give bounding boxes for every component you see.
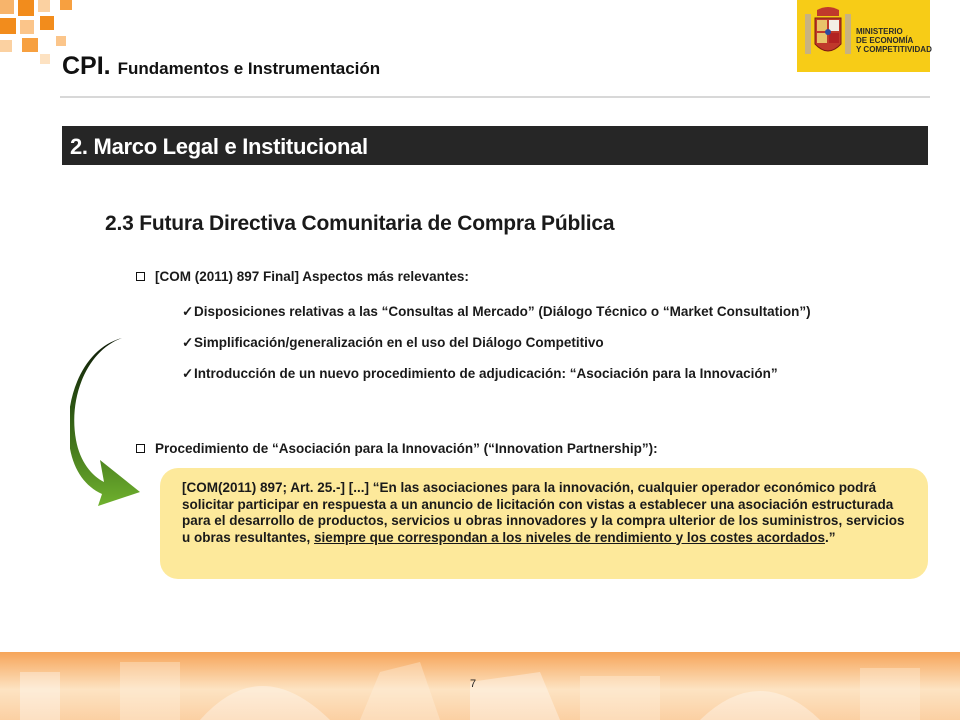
bullet-innovation-partnership: Procedimiento de “Asociación para la Innovación” (“Innovation Partnership”): [136,441,658,456]
page-title-sub: Fundamentos e Instrumentación [117,59,381,78]
page-title-main: CPI. [62,52,111,80]
section-header [62,126,928,165]
faded-coat-of-arms-icon [0,652,960,720]
square-bullet-icon [136,272,145,281]
subsection-title: 2.3 Futura Directiva Comunitaria de Compra Pública [105,212,615,235]
check-icon: ✓ [182,366,194,381]
check-icon: ✓ [182,335,194,350]
ministry-name: MINISTERIO DE ECONOMÍA Y COMPETITIVIDAD [856,27,932,54]
ministry-logo [797,0,930,72]
page-number: 7 [470,678,477,690]
title-divider [60,96,930,98]
footer-band [0,652,960,720]
section-title: 2. Marco Legal e Institucional [70,134,368,159]
square-bullet-icon [136,444,145,453]
coat-of-arms-icon [803,6,853,66]
list-item: ✓Simplificación/generalización en el uso del Diálogo Competitivo [182,335,604,350]
list-item: ✓Introducción de un nuevo procedimiento de adjudicación: “Asociación para la Innovación” [182,366,778,381]
quote-callout [160,468,928,579]
bullet-com-2011: [COM (2011) 897 Final] Aspectos más relevantes: [136,269,469,284]
curved-arrow-icon [70,336,145,508]
quote-underlined: siempre que correspondan a los niveles de rendimiento y los costes acordados [314,529,825,545]
list-item: ✓Disposiciones relativas a las “Consultas al Mercado” (Diálogo Técnico o “Market Consultation”) [182,304,811,319]
check-icon: ✓ [182,304,194,319]
quote-text: [COM(2011) 897; Art. 25.-] [...] “En las asociaciones para la innovación, cualquier operador económico podrá solicitar participar en respuesta a un anuncio de licitación con vistas a establecer una asociación estructurada para el desarrollo de productos, servicios u obras innovadores y la compra ulterior de los suministros, servicios u obras resultantes, siempre que correspondan a los niveles de rendimiento y los costes acordados.” [182,480,905,545]
page-title [62,52,380,81]
